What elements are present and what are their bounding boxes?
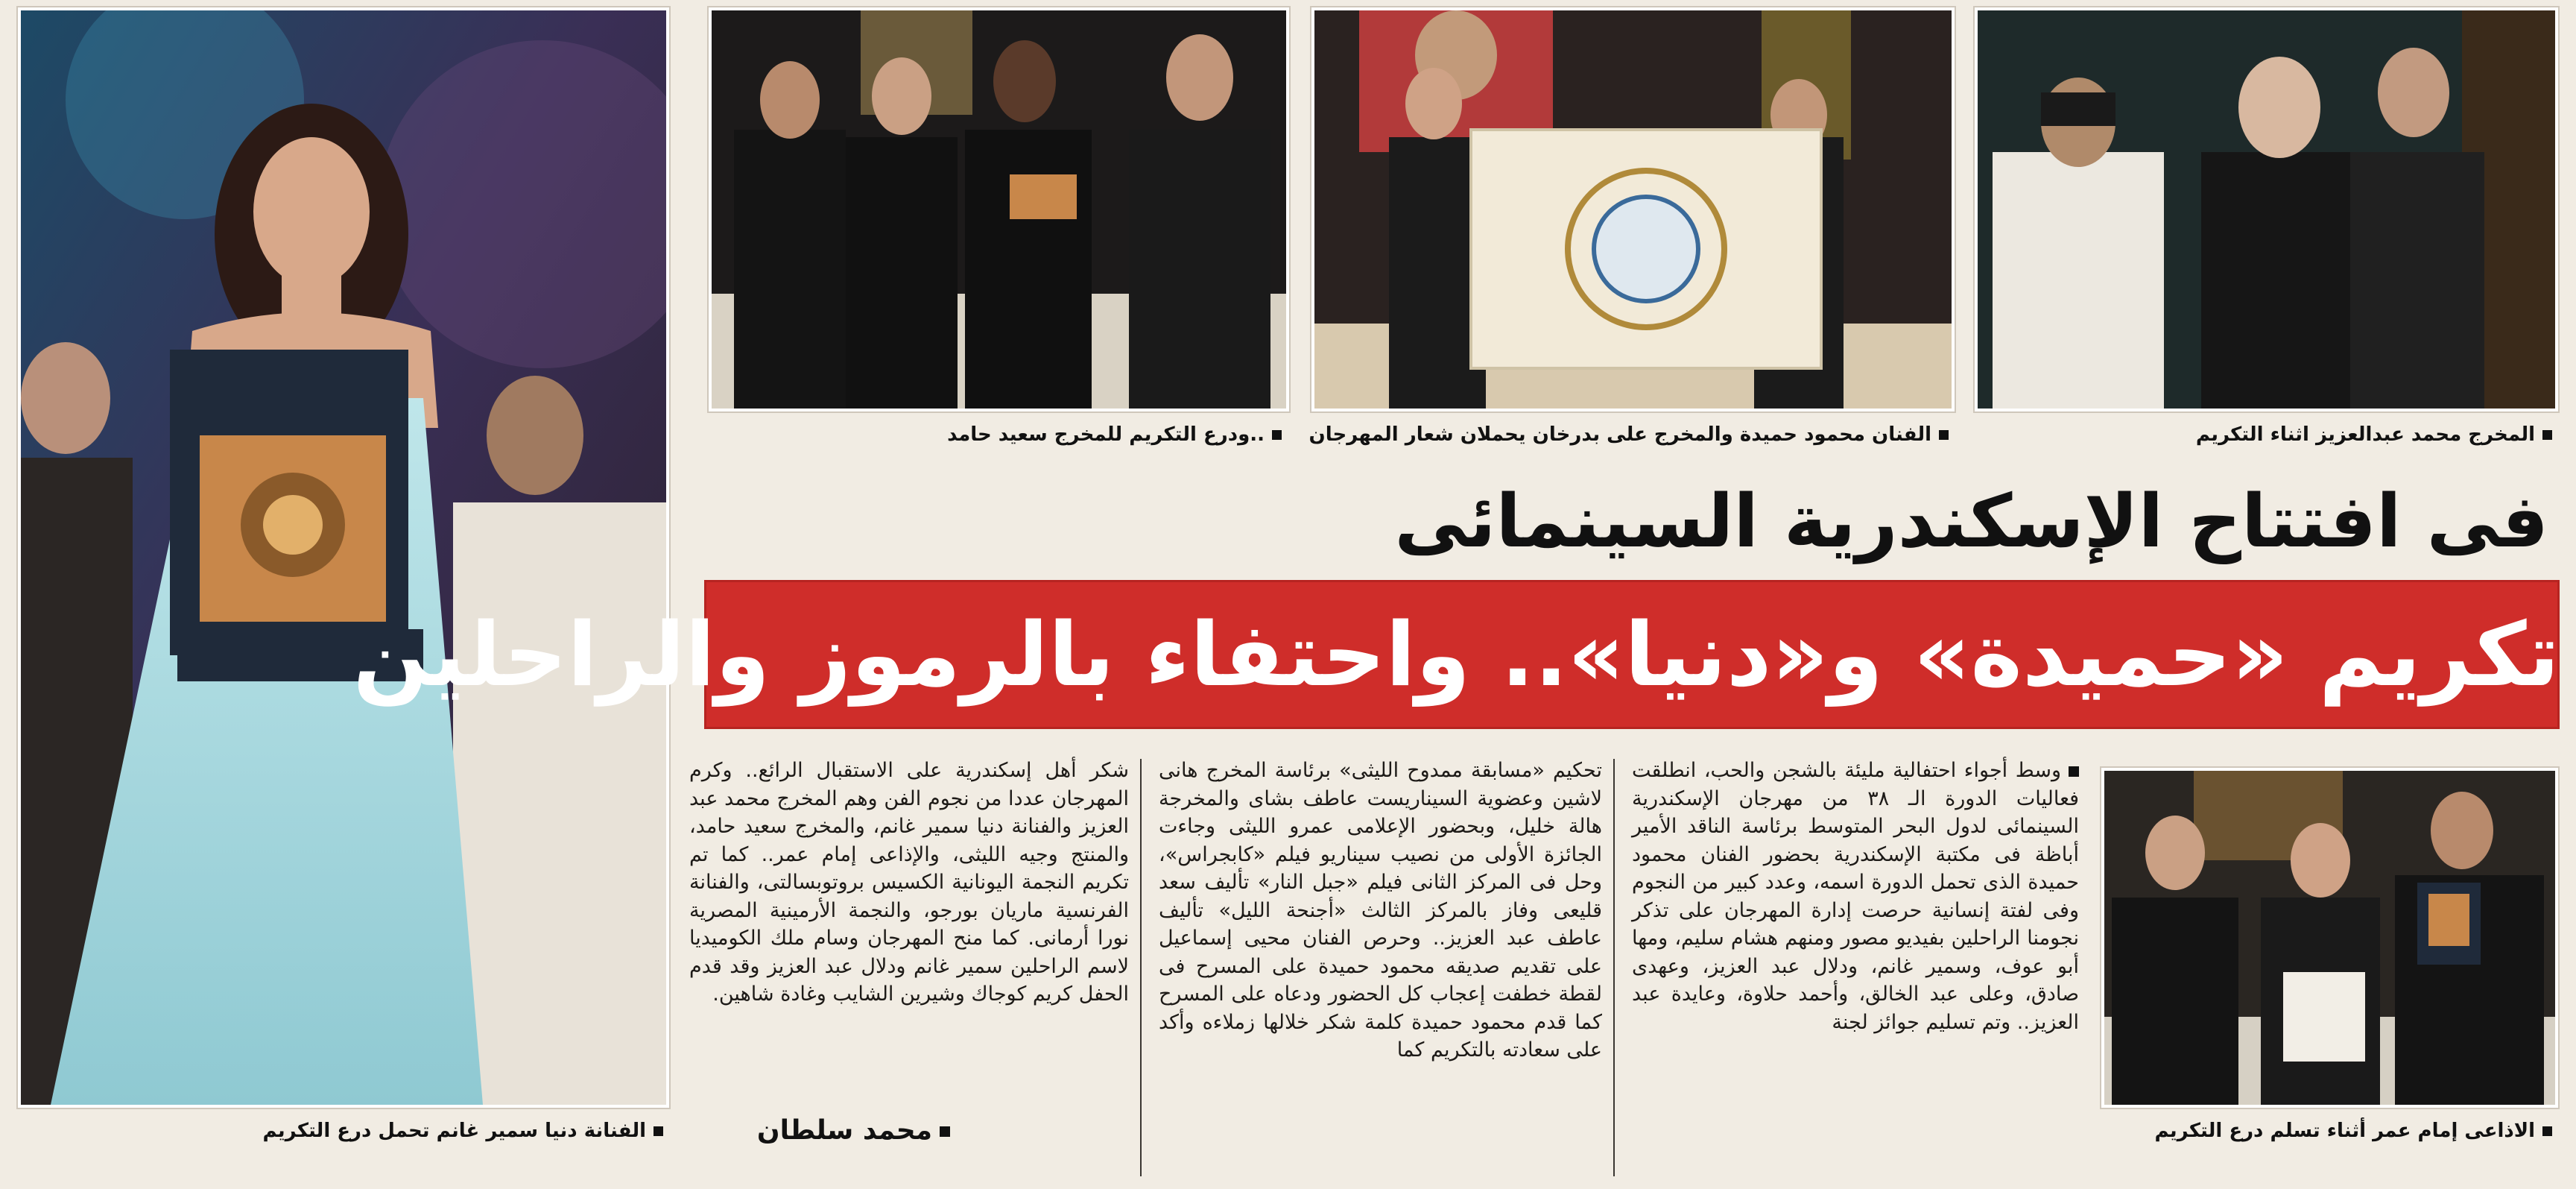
flag-photo-caption: الفنان محمود حميدة والمخرج على بدرخان يحملان شعار المهرجان xyxy=(1379,422,1949,447)
article-kicker: فى افتتاح الإسكندرية السينمائى xyxy=(1394,479,2548,564)
award-photo xyxy=(709,7,1289,411)
broadcaster-photo-caption: الاذاعى إمام عمر أثناء تسلم درع التكريم xyxy=(2131,1118,2552,1144)
main-photo xyxy=(18,7,669,1108)
article-column-3: شكر أهل إسكندرية على الاستقبال الرائع.. وكرم المهرجان عددا من نجوم الفن وهم المخرج محمد عبد العزيز والفنانة دنيا سمير غانم، والمخرج سعيد حامد، والمنتج وجيه الليثى، والإذاعى إمام عمر.. كما تم تكريم النجمة اليونانية الكسيس بروتوبسالتى، والفنانة الفرنسية ماريان بورجو، والنجمة الأرمينية المصرية نورا أرمانى. كما منح المهرجان وسام ملك الكوميديا لاسم الراحلين سمير غانم ودلال عبد العزيز وقد قدم الحفل كريم كوجاك وشيرين الشايب وغادة شاهين. xyxy=(689,759,1129,1006)
headline-banner xyxy=(352,580,2560,729)
director-photo xyxy=(1975,7,2558,411)
column-divider xyxy=(1140,759,1142,1176)
director-photo-caption: المخرج محمد عبدالعزيز اثناء التكريم xyxy=(2072,422,2552,447)
caption-bullet xyxy=(2542,430,2552,440)
paragraph-bullet xyxy=(2069,766,2079,777)
byline-bullet xyxy=(940,1126,950,1137)
caption-bullet xyxy=(1939,430,1949,440)
caption-bullet xyxy=(2542,1126,2552,1136)
broadcaster-photo xyxy=(2101,768,2558,1108)
article-column-2: تحكيم «مسابقة ممدوح الليثى» برئاسة المخرج هانى لاشين وعضوية السيناريست عاطف بشاى والمخرجة هالة خليل، وبحضور الإعلامى عمرو الليثى وجاءت الجائزة الأولى من نصيب سيناريو فيلم «كابجراس»، وحل فى المركز الثانى فيلم «جبل النار» تأليف سعد قليعى وفاز بالمركز الثالث «أجنحة الليل» تأليف عاطف عبد العزيز.. وحرص الفنان محيى إسماعيل على تقديم صديقه محمود حميدة على المسرح فى لقطة خطفت إعجاب كل الحضور ودعاه على المسرح كما قدم محمود حميدة كلمة شكر خلالها زملاءه وأكد على سعادته بالتكريم كما xyxy=(1159,759,1602,1062)
flag-photo xyxy=(1311,7,1955,411)
article-column-1: وسط أجواء احتفالية مليئة بالشجن والحب، انطلقت فعاليات الدورة الـ ٣٨ من مهرجان الإسكندرية السينمائى لدول البحر المتوسط برئاسة الناقد الأمير أباظة فى مكتبة الإسكندرية بحضور الفنان محمود حميدة الذى تحمل الدورة اسمه، وعدد كبير من النجوم وفى لفتة إنسانية حرصت إدارة المهرجان على تذكر نجومنا الراحلين بفيديو مصور ومنهم هشام سليم، ومها أبو عوف، وسمير غانم، ودلال عبد العزيز، وعهدى صادق، وعلى عبد الخالق، وأحمد حلاوة، وعايدة عبد العزيز.. وتم تسليم جوائز لجنة xyxy=(1632,759,2079,1034)
caption-bullet xyxy=(654,1126,663,1136)
article-headline: تكريم «حميدة» و«دنيا».. واحتفاء بالرموز والراحلين xyxy=(352,603,2560,706)
column-divider xyxy=(1613,759,1615,1176)
main-photo-caption: الفنانة دنيا سمير غانم تحمل درع التكريم xyxy=(224,1118,663,1144)
caption-bullet xyxy=(1272,430,1282,440)
award-photo-caption: ..ودرع التكريم للمخرج سعيد حامد xyxy=(835,422,1282,447)
article-byline: محمد سلطان xyxy=(700,1114,950,1147)
